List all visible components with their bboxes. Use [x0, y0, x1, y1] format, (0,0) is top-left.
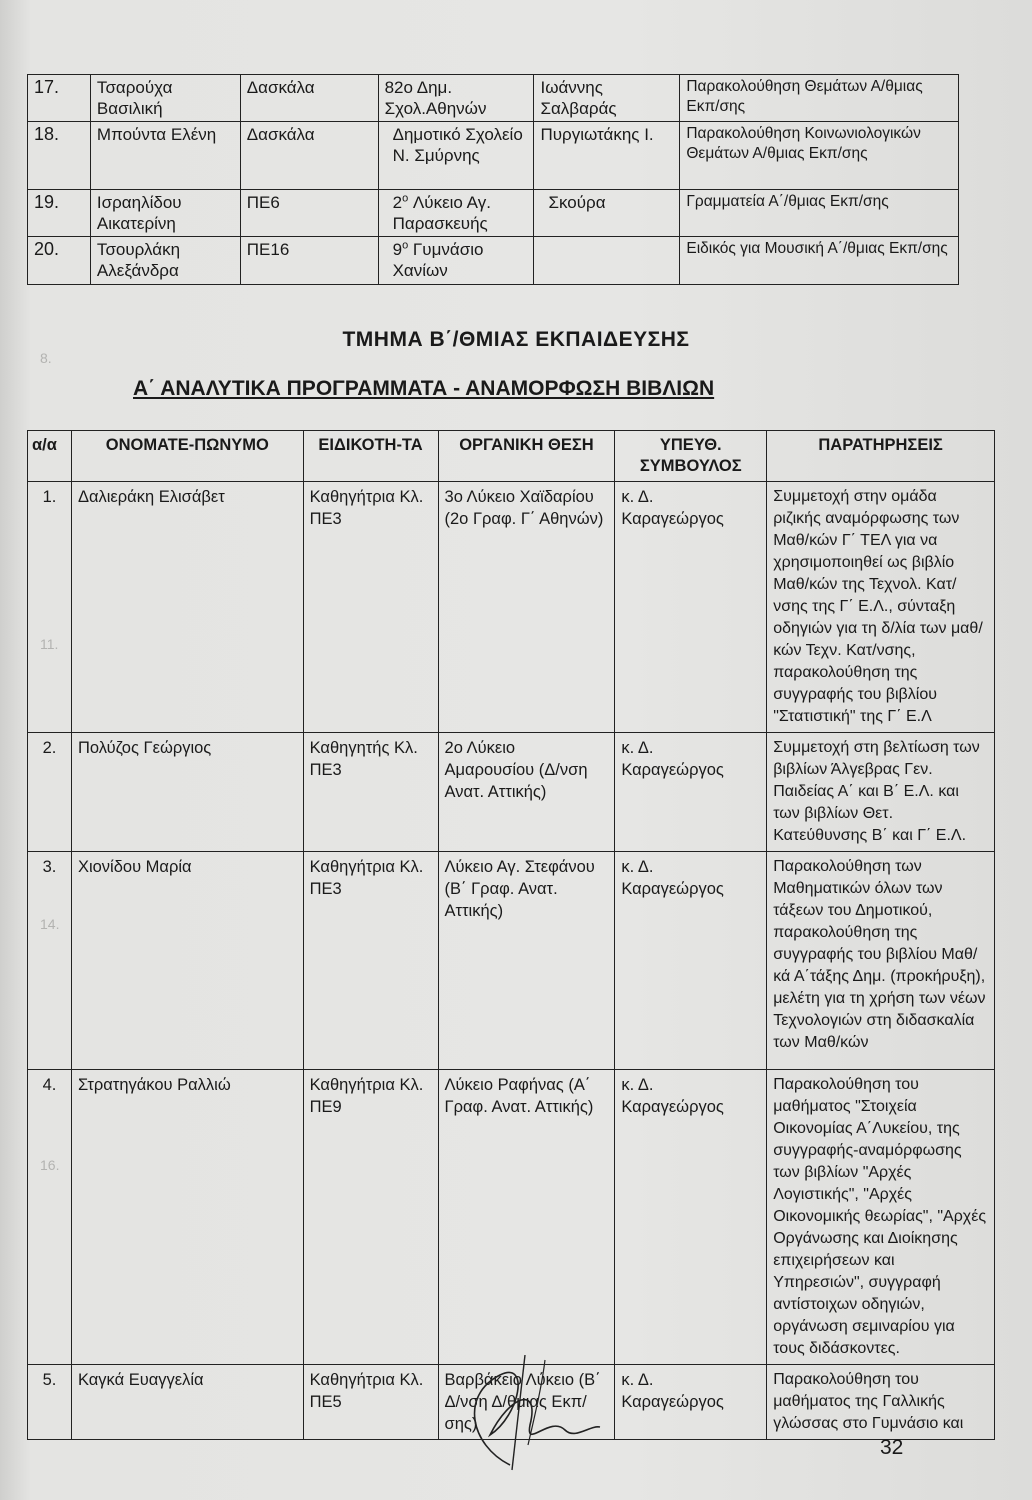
staff-name: Τσουρλάκη Αλεξάνδρα — [90, 237, 240, 285]
staff-name: Καγκά Ευαγγελία — [71, 1365, 303, 1440]
handwritten-signature — [450, 1355, 620, 1475]
staff-name: Τσαρούχα Βασιλική — [90, 75, 240, 122]
section-heading: ΤΜΗΜΑ Β΄/ΘΜΙΑΣ ΕΚΠΑΙΔΕΥΣΗΣ — [342, 328, 690, 351]
row-number: 2. — [28, 733, 72, 852]
section-subheading: Α΄ ΑΝΑΛΥΤΙΚΑ ΠΡΟΓΡΑΜΜΑΤΑ - ΑΝΑΜΟΡΦΩΣΗ ΒΙΒΛΙΩΝ — [133, 377, 715, 400]
staff-name: Πολύζος Γεώργιος — [71, 733, 303, 852]
table-row — [28, 190, 959, 237]
advisor: Σκούρα — [534, 190, 680, 237]
advisor: κ. Δ. Καραγεώργος — [615, 482, 767, 733]
staff-name: Μπούντα Ελένη — [90, 122, 240, 190]
remarks: Παρακολούθηση του μαθήματος της Γαλλικής γλώσσας στο Γυμνάσιο και — [767, 1365, 995, 1440]
column-header-remarks: ΠΑΡΑΤΗΡΗΣΕΙΣ — [767, 431, 995, 482]
advisor: κ. Δ. Καραγεώργος — [615, 1070, 767, 1365]
staff-name: Χιονίδου Μαρία — [71, 852, 303, 1070]
column-header-specialty: ΕΙΔΙΚΟΤΗ-ΤΑ — [303, 431, 438, 482]
school-line-2: Παρασκευής — [392, 214, 488, 233]
top-staff-table — [27, 74, 959, 285]
bleed-through-text: 16. — [40, 1157, 60, 1173]
school-line-1: Γυμνάσιο — [412, 240, 484, 259]
column-header-aa: α/α — [28, 431, 72, 482]
table-row — [28, 75, 959, 122]
school: 3ο Λύκειο Χαϊδαρίου (2ο Γραφ. Γ΄ Αθηνών) — [438, 482, 615, 733]
remarks: Συμμετοχή στη βελτίωση των βιβλίων Άλγεβρας Γεν. Παιδείας Α΄ και Β΄ Ε.Λ. και των βιβλίων Θετ. Κατεύθυνσης Β΄ και Γ΄ Ε.Λ. — [767, 733, 995, 852]
advisor: Ιωάννης Σαλβαράς — [534, 75, 680, 122]
specialty: Καθηγητής Κλ. ΠΕ3 — [303, 733, 438, 852]
ordinal-suffix: o — [402, 192, 409, 205]
remarks: Παρακολούθηση των Μαθηματικών όλων των τάξεων του Δημοτικού, παρακολούθηση της συγγραφής του βιβλίου Μαθ/κά Α΄τάξης Δημ. (προκήρυξη), μελέτη για τη χρήση των νέων Τεχνολογιών στη διδασκαλία των Μαθ/κών — [767, 852, 995, 1070]
school: 82ο Δημ. Σχολ.Αθηνών — [378, 75, 534, 122]
advisor: κ. Δ. Καραγεώργος — [615, 1365, 767, 1440]
specialty: Καθηγήτρια Κλ. ΠΕ3 — [303, 852, 438, 1070]
remarks: Γραμματεία Α΄/θμιας Εκπ/σης — [680, 190, 959, 237]
row-number: 17. — [28, 75, 91, 122]
specialty: ΠΕ16 — [240, 237, 378, 285]
school-ordinal: 9 — [392, 240, 403, 259]
remarks: Παρακολούθηση Κοινωνιολογικών Θεμάτων Α/θμιας Εκπ/σης — [680, 122, 959, 190]
curriculum-staff-table — [27, 430, 995, 1440]
staff-name: Ισραηλίδου Αικατερίνη — [90, 190, 240, 237]
school: 2ο Λύκειο Αμαρουσίου (Δ/νση Ανατ. Αττικής) — [438, 733, 615, 852]
row-number: 1. — [28, 482, 72, 733]
column-header-school: ΟΡΓΑΝΙΚΗ ΘΕΣΗ — [438, 431, 615, 482]
school: Δημοτικό Σχολείο Ν. Σμύρνης — [378, 122, 534, 190]
row-number: 4. — [28, 1070, 72, 1365]
remarks: Συμμετοχή στην ομάδα ριζικής αναμόρφωσης των Μαθ/κών Γ΄ ΤΕΛ για να χρησιμοποιηθεί ως βιβλίο Μαθ/κών της Τεχνολ. Κατ/νσης της Γ΄ Ε.Λ., σύνταξη οδηγιών για τη δ/λία των μαθ/κών Τεχν. Κατ/νσης, παρακολούθηση της συγγραφής του βιβλίου "Στατιστική" της Γ΄ Ε.Λ — [767, 482, 995, 733]
specialty: Καθηγήτρια Κλ. ΠΕ5 — [303, 1365, 438, 1440]
ordinal-suffix: o — [402, 239, 409, 252]
staff-name: Στρατηγάκου Ραλλιώ — [71, 1070, 303, 1365]
column-header-name: ΟΝΟΜΑΤΕ-ΠΩΝΥΜΟ — [71, 431, 303, 482]
staff-name: Δαλιεράκη Ελισάβετ — [71, 482, 303, 733]
specialty: Καθηγήτρια Κλ. ΠΕ9 — [303, 1070, 438, 1365]
school: Λύκειο Αγ. Στεφάνου (Β΄ Γραφ. Ανατ. Αττικής) — [438, 852, 615, 1070]
table-row — [28, 852, 995, 1070]
remarks: Παρακολούθηση του μαθήματος "Στοιχεία Οικονομίας Α΄Λυκείου, της συγγραφής-αναμόρφωσης των βιβλίων "Αρχές Λογιστικής", "Αρχές Οικονομικής θεωρίας", "Αρχές Οργάνωσης και Διοίκησης επιχειρήσεων και Υπηρεσιών", συγγραφή αντίστοιχων οδηγιών, οργάνωση σεμιναρίου για τους διδάσκοντες. — [767, 1070, 995, 1365]
table-row — [28, 122, 959, 190]
advisor — [534, 237, 680, 285]
column-header-advisor: ΥΠΕΥΘ. ΣΥΜΒΟΥΛΟΣ — [615, 431, 767, 482]
bleed-through-text: 8. — [40, 350, 52, 366]
school-line-2: Χανίων — [392, 261, 448, 280]
advisor: κ. Δ. Καραγεώργος — [615, 733, 767, 852]
row-number: 5. — [28, 1365, 72, 1440]
remarks: Ειδικός για Μουσική Α΄/θμιας Εκπ/σης — [680, 237, 959, 285]
page-number: 32 — [880, 1436, 904, 1459]
specialty: Καθηγήτρια Κλ. ΠΕ3 — [303, 482, 438, 733]
row-number: 3. — [28, 852, 72, 1070]
row-number: 20. — [28, 237, 91, 285]
remarks: Παρακολούθηση Θεμάτων Α/θμιας Εκπ/σης — [680, 75, 959, 122]
table-header-row — [28, 431, 995, 482]
table-row — [28, 237, 959, 285]
table-row — [28, 733, 995, 852]
school-line-1: Λύκειο Αγ. — [412, 193, 491, 212]
advisor: κ. Δ. Καραγεώργος — [615, 852, 767, 1070]
row-number: 19. — [28, 190, 91, 237]
advisor: Πυργιωτάκης Ι. — [534, 122, 680, 190]
school — [378, 190, 534, 237]
bleed-through-text: 11. — [40, 636, 59, 652]
bleed-through-text: 14. — [40, 916, 60, 932]
school: Λύκειο Ραφήνας (Α΄ Γραφ. Ανατ. Αττικής) — [438, 1070, 615, 1365]
school: Βαρβάκειο Λύκειο (Β΄ Δ/νση Δ/θμιας Εκπ/σης) — [438, 1365, 615, 1440]
school-ordinal: 2 — [392, 193, 403, 212]
row-number: 18. — [28, 122, 91, 190]
table-row — [28, 1070, 995, 1365]
specialty: Δασκάλα — [240, 75, 378, 122]
school — [378, 237, 534, 285]
table-row — [28, 482, 995, 733]
specialty: ΠΕ6 — [240, 190, 378, 237]
specialty: Δασκάλα — [240, 122, 378, 190]
